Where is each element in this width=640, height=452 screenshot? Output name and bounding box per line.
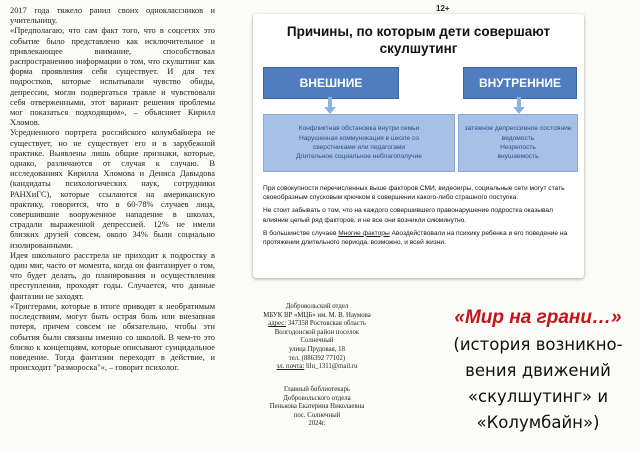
internal-cause-item: Незрелость: [500, 144, 536, 151]
factors-link[interactable]: Многие факторы: [338, 229, 390, 237]
infographic-paragraph: [263, 229, 575, 247]
cover-subtitle-line: «Колумбайн»): [476, 413, 600, 432]
contact-line: Волгодонской район поселок Солнечный: [274, 328, 360, 345]
external-cause-item: Длительное социальное неблагополучие: [296, 153, 422, 161]
external-cause-item: Нарушенная коммуникация в школе со: [298, 134, 420, 142]
paragraph-text: Авоздействовали на психику ребенка и его поведение на протяжении длительного периода, возможно, и всей жизни.: [263, 229, 568, 247]
internal-cause-item: ведомость: [501, 134, 535, 142]
librarian-line: Пенькова Екатерина Николаевна: [269, 403, 365, 411]
librarian-line: пос. Солнечный: [293, 411, 341, 419]
article-paragraph: Усредненного портрета российского колумбайнера не существует, но не существует его и в зарубежной практике. Выявлены лишь общие признаки, которые, однако, различаются от случая к случаю. В исследованиях Кирилла Хломова и Дениса Давыдова (кандидаты психологических наук, сотрудники РАНХиГС), которые ссылаются на американскую практику, говорится, что в 60-78% случаев лица, совершившие вооруженное нападение в школах, страдали выраженной депрессией. 12% не имели близких друзей совсем, около 34% были социально изолированными.: [10, 128, 215, 250]
infographic-paragraph: Не стоит забывать о том, что на каждого совершившего правонарушение подростка оказывал влияние целый ряд факторов, и не все они возникли сиюминутно.: [263, 207, 553, 224]
article-column: [10, 6, 215, 373]
article-paragraph: «Триггерами, которые в итоге приводят к необратимым последствиям, могут быть острая боль или внезапная потеря, причем совсем не обязательно, чтобы эти события были связаны именно со школой. В чем-то это близко к концепциям, которые описывают суицидальное поведение. Тогда фантазии переходят в действие, и происходит "размороска"», – говорит психолог.: [10, 301, 215, 373]
cover-subtitle: [438, 332, 638, 436]
infographic-title: [253, 23, 584, 57]
librarian-line: 2024г.: [308, 420, 326, 428]
cover-subtitle-line: вения движений: [465, 361, 611, 380]
contact-email: эл. почта: lilu_1311@mail.ru: [276, 363, 358, 371]
internal-cause-item: затяжное депрессивное состояние: [464, 125, 572, 133]
infographic-title-line: Причины, по которым дети совершают: [286, 24, 551, 39]
infographic-body: [263, 184, 575, 251]
external-cause-item: сверстниками или педагогами: [312, 144, 406, 151]
librarian-block: [262, 386, 372, 429]
contact-phone: тел. (886392 77102): [288, 354, 346, 362]
article-paragraph: Идея школьного расстрела не приходит к подростку в один миг, часто от момента, когда он фантазирует о том, что будет делать, до планирования и осуществления преступления, проходят годы. Случается, что данные фантазии не заходят.: [10, 250, 215, 301]
article-paragraph: 2017 года тяжело ранил своих одноклассников и учительницу.: [10, 6, 215, 26]
contact-line: улица Прудовая, 18: [289, 345, 345, 353]
external-causes-box: [263, 114, 455, 172]
external-cause-item: Конфликтная обстановка внутри семьи: [298, 125, 420, 133]
contact-address: адрес: 347358 Ростовская область: [268, 320, 366, 328]
internal-causes-box: [458, 114, 578, 172]
article-paragraph: «Предполагаю, что сам факт того, что в соцсетях это событие было представлено как исключительное и привлекающее внимание, способствовал распространению информации о том, что скулштинг как форма проявления себя существует. И для тех подростков, которые испытывали чувство обиды, депрессии, могли подвергаться травле и чувствовали себя отверженными, этот вариант решения проблемы мог показаться подходящим», – объясняет Кирилл Хломов.: [10, 26, 215, 128]
internal-cause-item: внушаемость: [497, 153, 539, 161]
paragraph-text: В большинстве случаев: [263, 229, 339, 237]
librarian-line: Главный библиотекарь: [283, 386, 350, 393]
librarian-line: Добровольского отдела: [283, 394, 351, 402]
cover-subtitle-line: (история возникно-: [453, 335, 623, 354]
contact-line: Добровольский отдел: [285, 303, 349, 310]
cover-title: «Мир на грани…»: [454, 307, 622, 328]
contact-block: [262, 303, 372, 372]
cover-subtitle-line: «скулшутинг» и: [467, 387, 609, 406]
contact-line: МБУК ВР «МЦБ» им. М. В. Наумова: [263, 311, 371, 319]
external-causes-header: ВНЕШНИЕ: [263, 67, 399, 99]
internal-causes-header: ВНУТРЕННИЕ: [463, 67, 577, 99]
causes-infographic: [253, 14, 584, 278]
infographic-paragraph: При совокупности перечисленных выше факторов СМИ, видеоигры, социальные сети могут стать своеобразным спусковым крючком в совершении какого-либо страшного поступка.: [263, 185, 565, 202]
age-rating: 12+: [436, 4, 450, 13]
infographic-title-line: скулшутинг: [379, 41, 458, 56]
